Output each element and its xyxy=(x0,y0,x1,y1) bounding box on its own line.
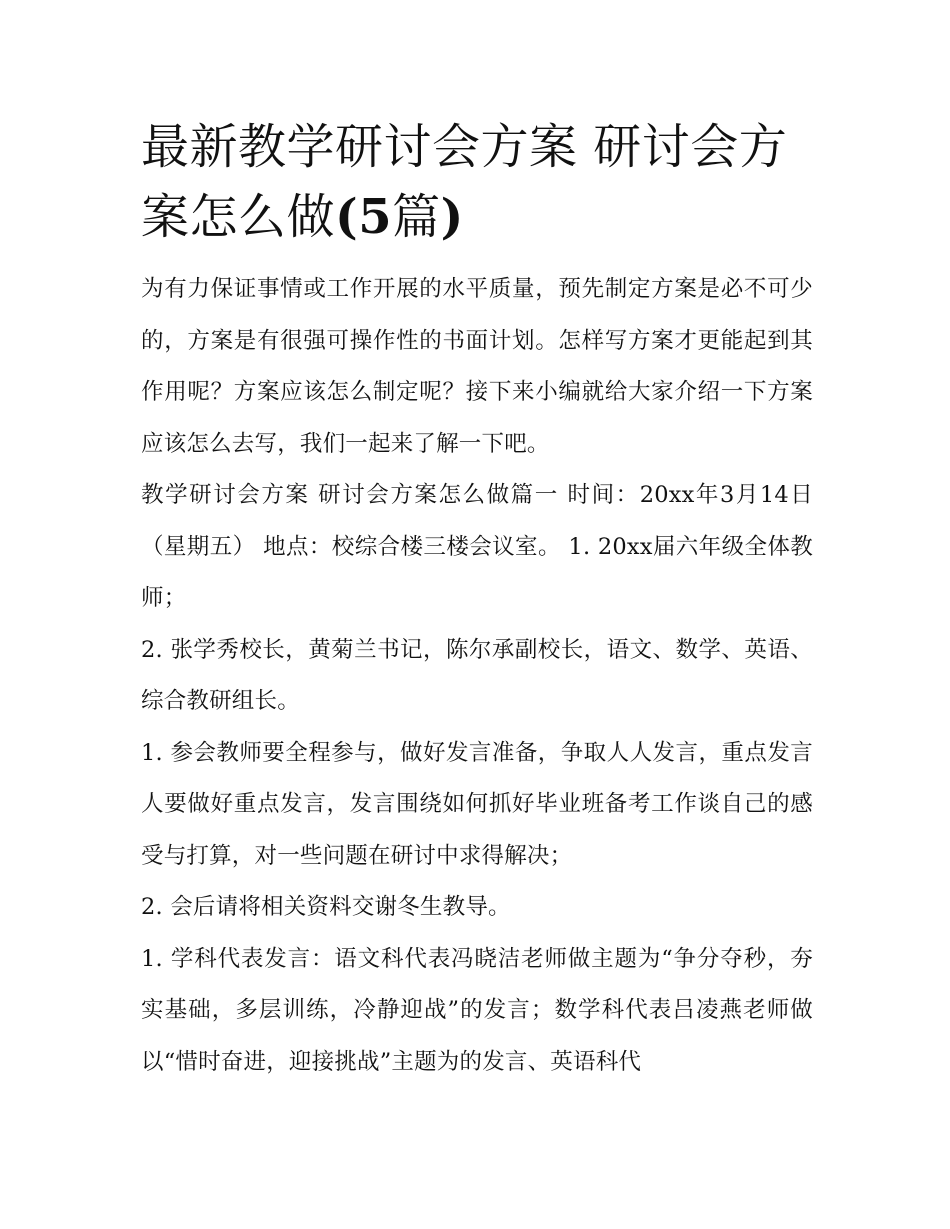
paragraph-intro: 为有力保证事情或工作开展的水平质量，预先制定方案是必不可少的，方案是有很强可操作性的书面计划。怎样写方案才更能起到其作用呢？方案应该怎么制定呢？接下来小编就给大家介绍一下方案应该怎么去写，我们一起来了解一下吧。 xyxy=(141,276,813,457)
paragraph-time-location: 教学研讨会方案 研讨会方案怎么做篇一 时间：20xx年3月14日（星期五） 地点：校综合楼三楼会议室。 1. 20xx届六年级全体教师； xyxy=(141,482,813,611)
paragraph-attendees: 2. 张学秀校长，黄菊兰书记，陈尔承副校长，语文、数学、英语、综合教研组长。 xyxy=(141,636,813,714)
title-count-open: (5 xyxy=(335,189,393,245)
paragraph-agenda-1: 1. 学科代表发言：语文科代表冯晓洁老师做主题为“争分夺秒，夯实基础，多层训练，冷静迎战”的发言；数学科代表吕凌燕老师做以“惜时奋进，迎接挑战”主题为的发言、英语科代 xyxy=(141,945,813,1075)
document-title: 最新教学研讨会方案 研讨会方案怎么做(5篇) xyxy=(141,119,788,245)
title-count-close: ) xyxy=(440,189,464,245)
paragraph-requirement-2: 2. 会后请将相关资料交谢冬生教导。 xyxy=(141,894,511,920)
paragraph-requirement-1: 1. 参会教师要全程参与，做好发言准备，争取人人发言，重点发言人要做好重点发言，发言围绕如何抓好毕业班备考工作谈自己的感受与打算，对一些问题在研讨中求得解决； xyxy=(141,739,813,869)
document-body xyxy=(141,112,813,1088)
